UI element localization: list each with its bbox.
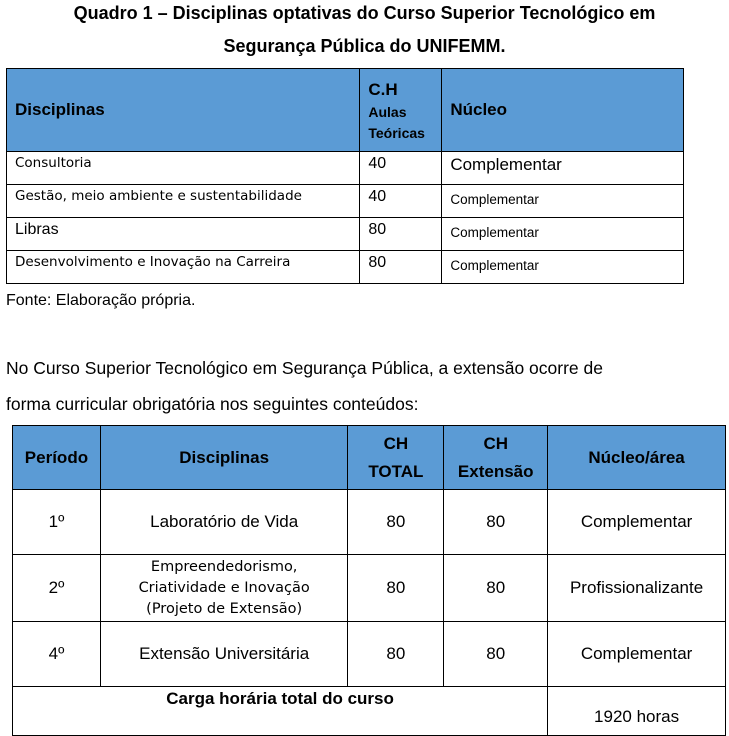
cell-ch: 40: [360, 152, 442, 185]
table-row: [7, 185, 684, 218]
paragraph-line-1: No Curso Superior Tecnológico em Segurança Pública, a extensão ocorre de: [6, 358, 603, 378]
table-row: [13, 555, 726, 622]
cell-nucleo: Complementar: [548, 622, 726, 687]
header-ch-total-line-1: CH: [383, 433, 409, 453]
cell-periodo: 2º: [13, 555, 101, 622]
header-ch-ext-line-2: Extensão: [457, 461, 534, 481]
table-row: [7, 152, 684, 185]
cell-disciplina: [100, 555, 348, 622]
header-ch-sub2: Teóricas: [368, 124, 425, 141]
extension-courses-table: [12, 425, 726, 736]
cell-ch-total: 80: [348, 490, 444, 555]
header-ch-sub1: Aulas: [368, 103, 407, 120]
header-ch-extensao: [444, 426, 548, 490]
table-row: [7, 218, 684, 251]
header-ch-ext-line-1: CH: [483, 433, 508, 453]
optional-courses-table: [6, 68, 684, 284]
header-periodo: Período: [13, 426, 101, 490]
table-header-row: [13, 426, 726, 490]
header-ch: [360, 69, 442, 152]
cell-ch: 80: [360, 218, 442, 251]
cell-nucleo: Complementar: [442, 218, 684, 251]
cell-nucleo: Complementar: [442, 185, 684, 218]
cell-periodo: 4º: [13, 622, 101, 687]
cell-disciplina-line-1: Empreendedorismo,: [150, 558, 298, 575]
cell-ch: 40: [360, 185, 442, 218]
cell-disciplina-line-2: Criatividade e Inovação: [138, 579, 310, 596]
header-ch-total: [348, 426, 444, 490]
cell-disciplina: Laboratório de Vida: [100, 490, 348, 555]
cell-disciplina: Gestão, meio ambiente e sustentabilidade: [7, 185, 360, 218]
table-row: [13, 622, 726, 687]
cell-disciplina: Consultoria: [7, 152, 360, 185]
table-title-line-1: Quadro 1 – Disciplinas optativas do Curso Superior Tecnológico em: [73, 3, 656, 23]
cell-disciplina: Desenvolvimento e Inovação na Carreira: [7, 251, 360, 284]
cell-nucleo: Complementar: [442, 251, 684, 284]
paragraph-line-2: forma curricular obrigatória nos seguintes conteúdos:: [6, 394, 419, 414]
total-label: Carga horária total do curso: [13, 687, 548, 736]
cell-periodo: 1º: [13, 490, 101, 555]
cell-nucleo: Complementar: [442, 152, 684, 185]
table-header-row: [7, 69, 684, 152]
cell-ch: 80: [360, 251, 442, 284]
header-nucleo-area: Núcleo/área: [548, 426, 726, 490]
cell-ch-ext: 80: [444, 555, 548, 622]
total-row: [13, 687, 726, 736]
cell-nucleo: Complementar: [548, 490, 726, 555]
cell-disciplina-line-3: (Projeto de Extensão): [146, 600, 303, 617]
cell-ch-ext: 80: [444, 622, 548, 687]
table-title-line-2: Segurança Pública do UNIFEMM.: [223, 36, 506, 56]
table-row: [13, 490, 726, 555]
cell-ch-total: 80: [348, 555, 444, 622]
cell-disciplina: Libras: [7, 218, 360, 251]
total-value: 1920 horas: [548, 687, 726, 736]
cell-nucleo: Profissionalizante: [548, 555, 726, 622]
cell-ch-total: 80: [348, 622, 444, 687]
header-nucleo: Núcleo: [442, 69, 684, 152]
header-disciplinas: Disciplinas: [100, 426, 348, 490]
source-note: Fonte: Elaboração própria.: [6, 292, 196, 309]
header-ch-main: C.H: [368, 79, 398, 99]
table-row: [7, 251, 684, 284]
header-disciplinas: Disciplinas: [7, 69, 360, 152]
cell-disciplina: Extensão Universitária: [100, 622, 348, 687]
cell-ch-ext: 80: [444, 490, 548, 555]
header-ch-total-line-2: TOTAL: [368, 461, 424, 481]
